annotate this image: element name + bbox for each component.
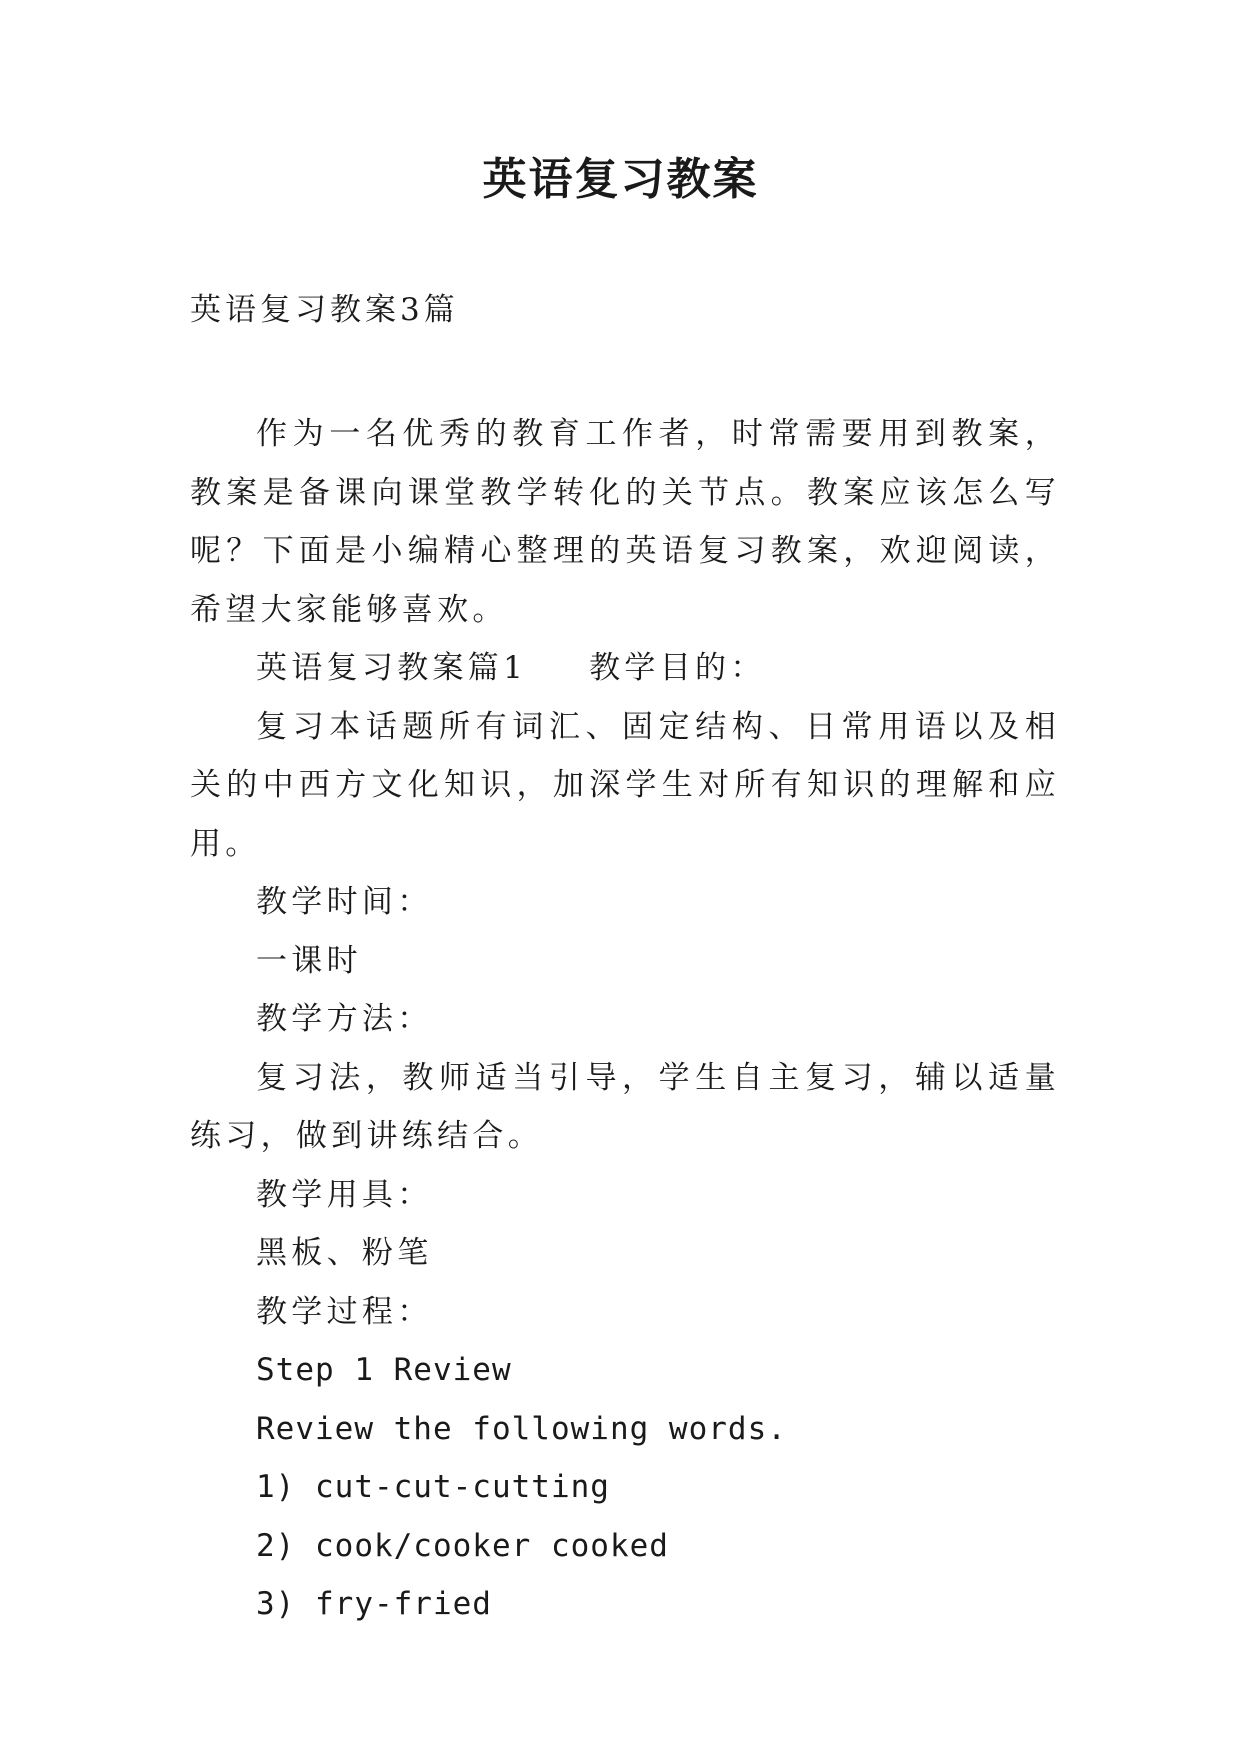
step-heading: Step 1 Review xyxy=(256,1352,512,1388)
method-label: 教学方法： xyxy=(256,1001,433,1037)
time-text: 一课时 xyxy=(256,942,362,979)
review-instruction: Review the following words. xyxy=(256,1410,787,1447)
section1-label: 英语复习教案篇1 xyxy=(256,650,528,686)
tools-text: 黑板、粉笔 xyxy=(256,1235,433,1271)
list-item: 2) cook/cooker cooked xyxy=(256,1527,669,1564)
goal-paragraph: 复习本话题所有词汇、固定结构、日常用语以及相关的中西方文化知识，加深学生对所有知识的理解和应用。 xyxy=(190,708,1060,862)
intro-paragraph: 作为一名优秀的教育工作者，时常需要用到教案，教案是备课向课堂教学转化的关节点。教案应该怎么写呢？下面是小编精心整理的英语复习教案，欢迎阅读，希望大家能够喜欢。 xyxy=(190,416,1060,628)
list-item: 1) cut-cut-cutting xyxy=(256,1469,610,1505)
goal-label: 教学目的： xyxy=(589,650,766,686)
time-label: 教学时间： xyxy=(256,884,433,920)
document-title: 英语复习教案 xyxy=(482,154,759,205)
list-item: 3) fry-fried xyxy=(256,1586,492,1622)
document-subtitle: 英语复习教案3篇 xyxy=(190,292,459,328)
process-label: 教学过程： xyxy=(256,1293,433,1330)
section-heading-line xyxy=(190,639,1060,698)
document-body xyxy=(190,405,1060,1634)
method-paragraph: 复习法，教师适当引导，学生自主复习，辅以适量练习，做到讲练结合。 xyxy=(190,1059,1060,1154)
tools-label: 教学用具： xyxy=(256,1176,433,1213)
